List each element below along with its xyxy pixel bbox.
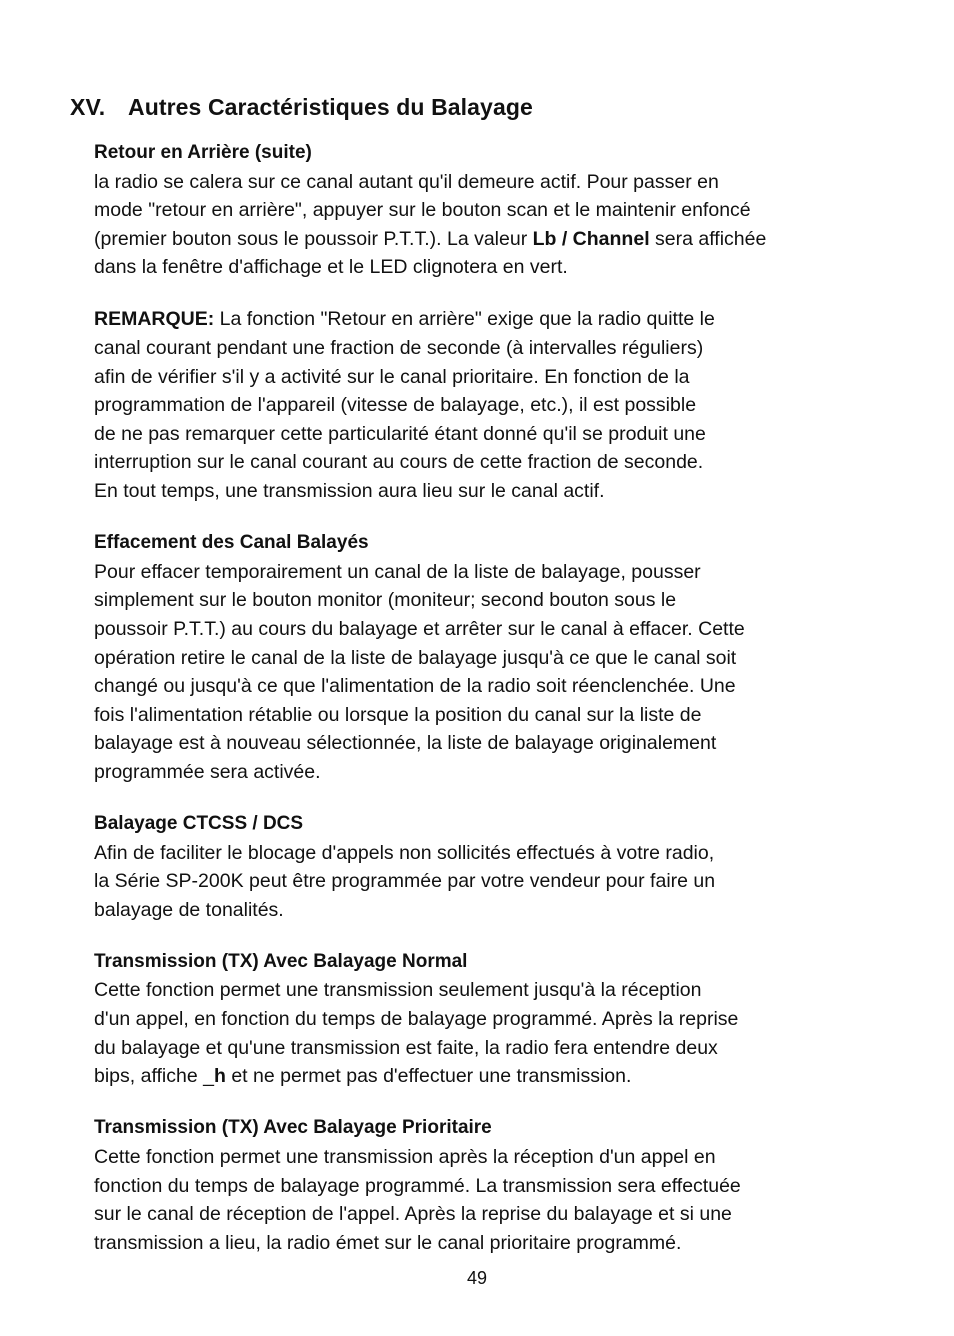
paragraph-line: dans la fenêtre d'affichage et le LED clignotera en vert. [94, 256, 568, 279]
paragraph-line: balayage est à nouveau sélectionnée, la liste de balayage originalement [94, 732, 717, 755]
paragraph-line: poussoir P.T.T.) au cours du balayage et arrêter sur le canal à effacer. Cette [94, 617, 745, 640]
paragraph-line: Pour effacer temporairement un canal de la liste de balayage, pousser [94, 560, 701, 583]
display-value-label: Lb / Channel [532, 227, 650, 250]
paragraph-line: fonction du temps de balayage programmé. La transmission sera effectuée [94, 1174, 741, 1197]
paragraph-line: Cette fonction permet une transmission après la réception d'un appel en [94, 1145, 716, 1168]
paragraph-line: d'un appel, en fonction du temps de balayage programmé. Après la reprise [94, 1008, 739, 1031]
paragraph-line: changé ou jusqu'à ce que l'alimentation de la radio soit réenclenchée. Une [94, 675, 736, 698]
text-run: La fonction "Retour en arrière" exige que la radio quitte le [214, 308, 715, 331]
paragraph-line [94, 1062, 894, 1091]
section-heading: Effacement des Canal Balayés [94, 532, 369, 554]
section-retour-en-arriere [94, 139, 894, 282]
paragraph-line: la radio se calera sur ce canal autant qu'il demeure actif. Pour passer en [94, 170, 719, 193]
paragraph-line: Afin de faciliter le blocage d'appels non sollicités effectués à votre radio, [94, 841, 715, 864]
paragraph-line: interruption sur le canal courant au cours de cette fraction de seconde. [94, 451, 704, 474]
section-ctcss-dcs [94, 810, 894, 924]
paragraph-line: du balayage et qu'une transmission est faite, la radio fera entendre deux [94, 1036, 718, 1059]
paragraph-line: transmission a lieu, la radio émet sur le canal prioritaire programmé. [94, 1231, 682, 1254]
section-remarque [94, 305, 894, 505]
section-tx-normal [94, 948, 894, 1091]
section-tx-prioritaire [94, 1114, 894, 1257]
section-heading: Balayage CTCSS / DCS [94, 812, 304, 834]
section-effacement [94, 529, 894, 786]
paragraph-line: canal courant pendant une fraction de seconde (à intervalles réguliers) [94, 337, 704, 360]
paragraph-line: mode "retour en arrière", appuyer sur le bouton scan et le maintenir enfoncé [94, 199, 751, 222]
paragraph-line: de ne pas remarquer cette particularité étant donné qu'il se produit une [94, 422, 706, 445]
page-number: 49 [466, 1268, 488, 1288]
chapter-number: XV. [70, 94, 106, 120]
text-run: et ne permet pas d'effectuer une transmission. [225, 1065, 632, 1088]
section-heading: Transmission (TX) Avec Balayage Normal [94, 950, 468, 972]
section-heading: Retour en Arrière (suite) [94, 142, 312, 163]
paragraph-line [94, 225, 894, 254]
chapter-title [70, 94, 533, 121]
paragraph-line: programmée sera activée. [94, 760, 321, 783]
paragraph-line: fois l'alimentation rétablie ou lorsque la position du canal sur la liste de [94, 703, 702, 726]
paragraph-line: opération retire le canal de la liste de balayage jusqu'à ce que le canal soit [94, 646, 737, 669]
paragraph-line: sur le canal de réception de l'appel. Après la reprise du balayage et si une [94, 1203, 732, 1226]
note-label: REMARQUE: [94, 308, 215, 331]
paragraph-line: balayage de tonalités. [94, 898, 284, 921]
section-heading: Transmission (TX) Avec Balayage Prioritaire [94, 1117, 492, 1139]
paragraph-line: En tout temps, une transmission aura lieu sur le canal actif. [94, 480, 605, 503]
paragraph-line: Cette fonction permet une transmission seulement jusqu'à la réception [94, 979, 702, 1002]
paragraph-line: la Série SP-200K peut être programmée par votre vendeur pour faire un [94, 870, 716, 893]
page-content [94, 139, 894, 1281]
text-run: sera affichée [649, 227, 767, 250]
chapter-heading: Autres Caractéristiques du Balayage [128, 94, 533, 120]
display-symbol: h [213, 1065, 226, 1088]
paragraph-line: simplement sur le bouton monitor (moniteur; second bouton sous le [94, 589, 677, 612]
text-run: bips, affiche _ [94, 1065, 214, 1088]
text-run: (premier bouton sous le poussoir P.T.T.). La valeur [94, 227, 533, 250]
paragraph-line: afin de vérifier s'il y a activité sur le canal prioritaire. En fonction de la [94, 365, 690, 388]
paragraph-line: programmation de l'appareil (vitesse de balayage, etc.), il est possible [94, 394, 697, 417]
paragraph-line [94, 305, 894, 334]
